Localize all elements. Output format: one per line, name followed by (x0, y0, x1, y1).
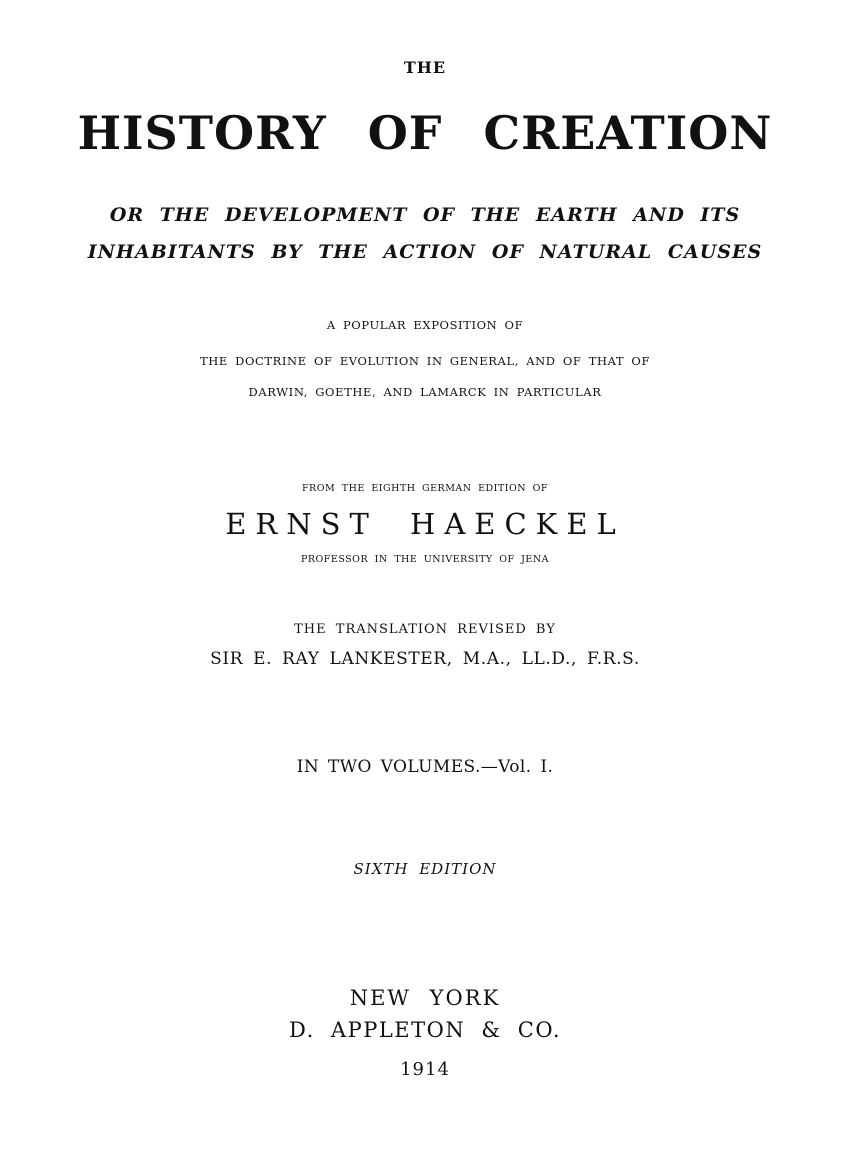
translator-name: SIR E. RAY LANKESTER, M.A., LL.D., F.R.S. (210, 649, 640, 669)
description-line-2: THE DOCTRINE OF EVOLUTION IN GENERAL, AND OF THAT OF (199, 354, 651, 368)
description-line-3: DARWIN, GOETHE, AND LAMARCK IN PARTICULAR (248, 385, 602, 399)
publication-year: 1914 (400, 1059, 450, 1080)
edition-info: SIXTH EDITION (353, 860, 497, 878)
volume-info: IN TWO VOLUMES.—Vol. I. (296, 757, 554, 777)
author-affiliation: PROFESSOR IN THE UNIVERSITY OF JENA (300, 554, 550, 565)
book-title: HISTORY OF CREATION (77, 106, 773, 160)
publication-city: NEW YORK (349, 986, 501, 1010)
description-line-1: A POPULAR EXPOSITION OF (326, 318, 524, 332)
publisher-name: D. APPLETON & CO. (288, 1018, 561, 1042)
subtitle-line-1: OR THE DEVELOPMENT OF THE EARTH AND ITS (109, 204, 741, 226)
source-edition: FROM THE EIGHTH GERMAN EDITION OF (301, 483, 549, 494)
subtitle-line-2: INHABITANTS BY THE ACTION OF NATURAL CAUSES (87, 241, 763, 263)
title-article: THE (403, 58, 447, 77)
translation-note: THE TRANSLATION REVISED BY (294, 622, 556, 637)
author-name: ERNST HAECKEL (225, 507, 625, 541)
